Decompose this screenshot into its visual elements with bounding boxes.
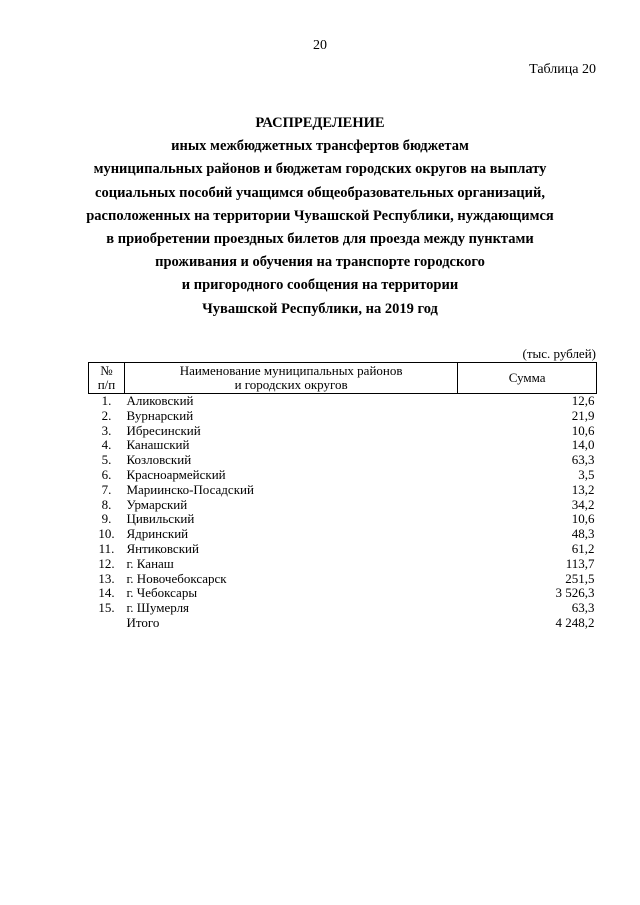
table-row xyxy=(89,468,597,483)
table-row xyxy=(89,424,597,439)
row-number: 12. xyxy=(98,555,115,571)
unit-note: (тыс. рублей) xyxy=(522,346,596,361)
table-row xyxy=(89,542,597,557)
row-name: г. Канаш xyxy=(126,555,174,571)
table-row xyxy=(89,438,597,453)
row-name: Красноармейский xyxy=(126,466,226,482)
table-row xyxy=(89,601,597,616)
row-sum: 10,6 xyxy=(571,511,595,527)
row-sum: 113,7 xyxy=(565,555,595,571)
header-number-line1: № xyxy=(100,363,113,378)
row-number: 8. xyxy=(101,496,112,512)
table-row xyxy=(89,572,597,587)
table-row xyxy=(89,409,597,424)
row-name: г. Новочебоксарск xyxy=(126,570,227,586)
total-label: Итого xyxy=(126,614,160,630)
row-number: 7. xyxy=(101,481,112,497)
page-number: 20 xyxy=(313,38,327,53)
table-row xyxy=(89,557,597,572)
row-name: г. Чебоксары xyxy=(126,585,198,601)
header-number-line2: п/п xyxy=(97,377,116,392)
row-sum: 61,2 xyxy=(571,540,595,556)
header-sum: Сумма xyxy=(458,363,597,394)
row-name: Канашский xyxy=(126,437,190,453)
row-number: 6. xyxy=(101,466,112,482)
title-line: иных межбюджетных трансфертов бюджетам xyxy=(171,138,469,155)
title-line: расположенных на территории Чувашской Республики, нуждающимся xyxy=(86,207,554,224)
table-row xyxy=(89,453,597,468)
row-number: 14. xyxy=(98,585,115,601)
header-name-line2: и городских округов xyxy=(234,377,348,392)
table-header xyxy=(89,363,597,394)
row-number: 4. xyxy=(101,437,112,453)
row-sum: 48,3 xyxy=(571,526,595,542)
total-row xyxy=(89,616,597,631)
row-number: 15. xyxy=(98,600,115,616)
table-row xyxy=(89,512,597,527)
table-row xyxy=(89,498,597,513)
title-heading: РАСПРЕДЕЛЕНИЕ xyxy=(255,115,385,131)
header-name-line1: Наименование муниципальных районов xyxy=(179,363,403,378)
title-line: Чувашской Республики, на 2019 год xyxy=(202,300,438,317)
row-sum: 10,6 xyxy=(571,422,595,438)
row-number: 11. xyxy=(98,540,115,556)
row-name: Цивильский xyxy=(126,511,195,527)
row-number: 13. xyxy=(98,570,115,586)
row-number: 5. xyxy=(101,452,112,468)
row-number: 10. xyxy=(98,526,115,542)
total-sum: 4 248,2 xyxy=(555,614,595,630)
table-row xyxy=(89,586,597,601)
row-number: 1. xyxy=(101,393,112,408)
title-line: и пригородного сообщения на территории xyxy=(181,277,459,294)
row-name: Урмарский xyxy=(126,496,188,512)
row-sum: 14,0 xyxy=(571,437,595,453)
row-sum: 63,3 xyxy=(571,600,595,616)
distribution-table xyxy=(88,362,597,631)
title-line: муниципальных районов и бюджетам городских округов на выплату xyxy=(93,161,547,178)
row-number: 2. xyxy=(101,407,112,423)
header-number xyxy=(89,363,125,394)
row-name: Аликовский xyxy=(126,393,194,408)
row-sum: 63,3 xyxy=(571,452,595,468)
row-name: Козловский xyxy=(126,452,192,468)
row-name: Ибресинский xyxy=(126,422,201,438)
row-sum: 3,5 xyxy=(578,466,595,482)
row-sum: 34,2 xyxy=(571,496,595,512)
row-name: Мариинско-Посадский xyxy=(126,481,254,497)
row-name: Ядринский xyxy=(126,526,189,542)
title-line: социальных пособий учащимся общеобразовательных организаций, xyxy=(95,184,545,201)
row-name: Вурнарский xyxy=(126,407,194,423)
row-name: Янтиковский xyxy=(126,540,199,556)
row-number: 9. xyxy=(101,511,112,527)
row-sum: 13,2 xyxy=(571,481,595,497)
title-line: проживания и обучения на транспорте городского xyxy=(155,254,485,271)
row-sum: 21,9 xyxy=(571,407,595,423)
row-sum: 251,5 xyxy=(565,570,595,586)
table-body xyxy=(89,394,597,631)
table-row xyxy=(89,483,597,498)
row-number: 3. xyxy=(101,422,112,438)
row-name: г. Шумерля xyxy=(126,600,190,616)
document-title xyxy=(60,112,580,321)
total-number xyxy=(89,616,125,631)
table-row xyxy=(89,527,597,542)
row-sum: 3 526,3 xyxy=(555,585,595,601)
table-caption: Таблица 20 xyxy=(529,62,596,77)
table-row xyxy=(89,394,597,409)
title-line: в приобретении проездных билетов для проезда между пунктами xyxy=(106,231,534,248)
header-name xyxy=(124,363,457,394)
row-sum: 12,6 xyxy=(571,393,595,408)
